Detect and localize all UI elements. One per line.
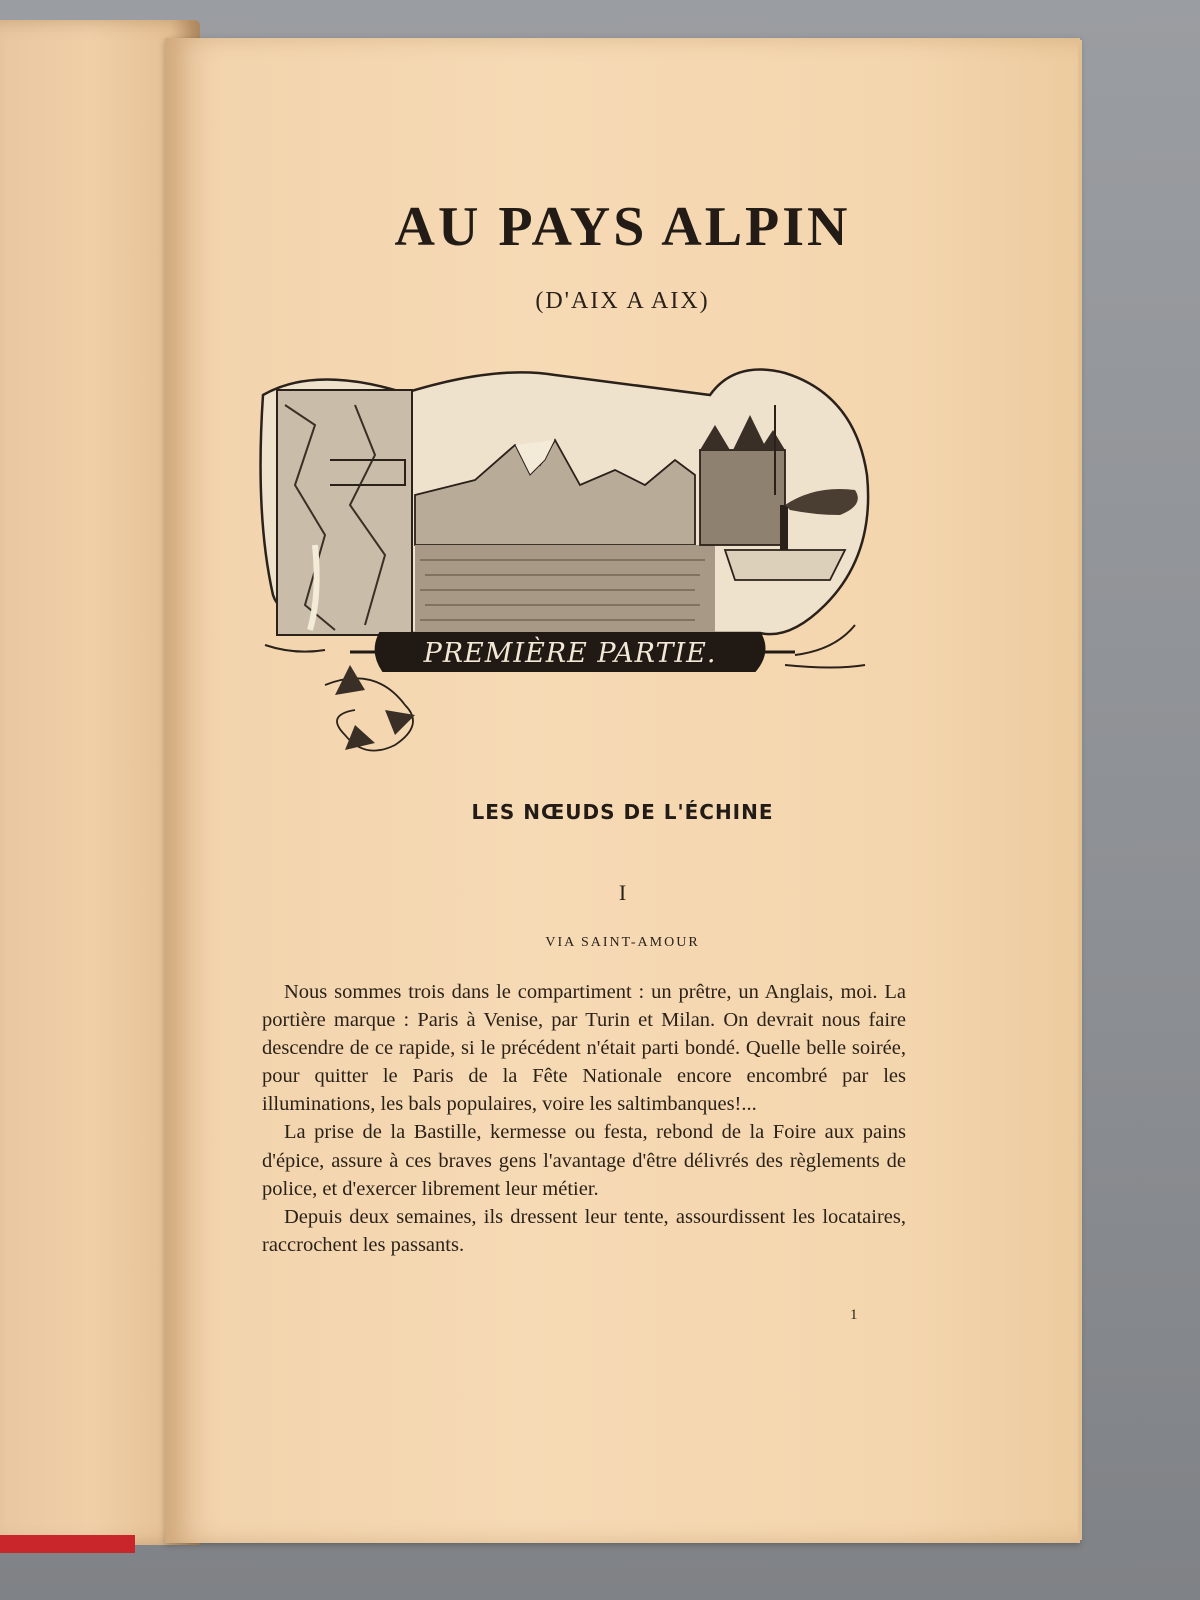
right-page [165, 38, 1080, 1543]
page-number: 1 [850, 1307, 858, 1323]
alpine-vignette-illustration [255, 365, 895, 765]
paragraph: Depuis deux semaines, ils dressent leur tente, assourdissent les locataires, raccrochent les passants. [262, 1205, 906, 1256]
paragraph: Nous sommes trois dans le compartiment : un prêtre, un Anglais, moi. La portière marque : Paris à Venise, par Turin et Milan. On devrait nous faire descendre de ce rapide, si le précédent n'était parti bondé. Quelle belle soirée, pour quitter le Paris de la Fête Nationale encore encombré par les illuminations, les bals populaires, voire les saltimbanques!... [262, 981, 906, 1116]
banner-label: PREMIÈRE PARTIE. [423, 638, 717, 669]
book-title: AU PAYS ALPIN [394, 196, 851, 258]
body-text [262, 978, 906, 1259]
chapter-number: I [618, 880, 627, 905]
book-subtitle: (D'AIX A AIX) [535, 288, 710, 314]
paragraph: La prise de la Bastille, kermesse ou festa, rebond de la Foire aux pains d'épice, assure à ces braves gens l'avantage d'être délivrés des règlements de police, et d'exercer librement leur métier. [262, 1121, 906, 1200]
section-heading: LES NŒUDS DE L'ÉCHINE [471, 800, 774, 824]
gorge-panel [277, 390, 412, 635]
chapter-title: VIA SAINT-AMOUR [545, 935, 700, 950]
page-edge [1078, 40, 1082, 1540]
book-cover-edge [0, 1535, 135, 1553]
